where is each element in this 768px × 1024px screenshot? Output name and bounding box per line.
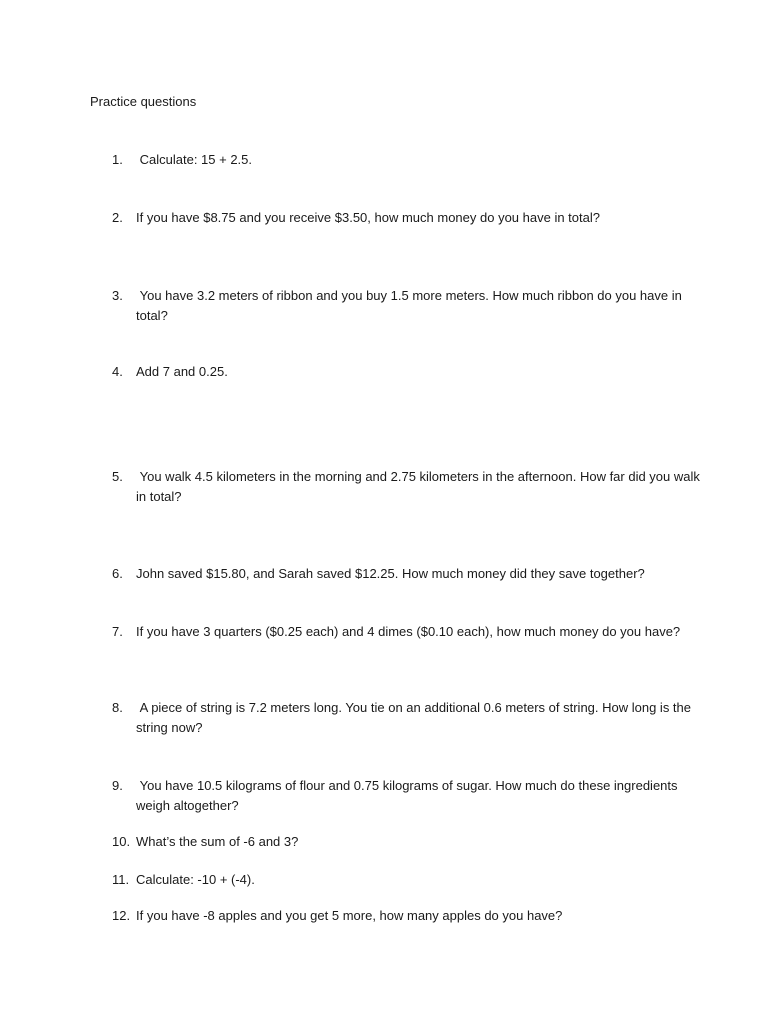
question-number: 3. <box>112 288 123 303</box>
question-item <box>112 698 702 737</box>
question-text: If you have $8.75 and you receive $3.50, how much money do you have in total? <box>136 210 600 225</box>
question-number: 2. <box>112 210 123 225</box>
question-item <box>112 362 702 382</box>
question-number: 7. <box>112 624 123 639</box>
question-text: Add 7 and 0.25. <box>136 364 228 379</box>
question-item <box>112 467 702 506</box>
question-text: You have 3.2 meters of ribbon and you buy 1.5 more meters. How much ribbon do you have in total? <box>136 288 686 323</box>
question-number: 9. <box>112 778 123 793</box>
question-number: 1. <box>112 152 123 167</box>
question-item <box>112 906 702 926</box>
question-number: 11. <box>112 872 130 887</box>
question-item <box>112 564 702 584</box>
question-number: 12. <box>112 908 131 923</box>
question-item <box>112 208 702 228</box>
question-item <box>112 832 702 852</box>
question-number: 8. <box>112 700 123 715</box>
question-text: What’s the sum of -6 and 3? <box>136 834 299 849</box>
question-number: 6. <box>112 566 123 581</box>
question-text: If you have 3 quarters ($0.25 each) and 4 dimes ($0.10 each), how much money do you have? <box>136 624 681 639</box>
question-item <box>112 622 702 642</box>
question-item <box>112 286 702 325</box>
question-text: Calculate: -10 + (-4). <box>136 872 255 887</box>
question-text: A piece of string is 7.2 meters long. You tie on an additional 0.6 meters of string. How long is the string now? <box>136 700 695 735</box>
question-text: If you have -8 apples and you get 5 more, how many apples do you have? <box>136 908 563 923</box>
question-item <box>112 776 702 815</box>
question-text: Calculate: 15 + 2.5. <box>136 152 253 167</box>
question-number: 5. <box>112 469 123 484</box>
question-number: 4. <box>112 364 123 379</box>
question-number: 10. <box>112 834 131 849</box>
question-text: You walk 4.5 kilometers in the morning and 2.75 kilometers in the afternoon. How far did you walk in total? <box>136 469 704 504</box>
question-text: John saved $15.80, and Sarah saved $12.25. How much money did they save together? <box>136 566 645 581</box>
page-title: Practice questions <box>90 94 197 109</box>
question-item <box>112 870 702 890</box>
question-text: You have 10.5 kilograms of flour and 0.75 kilograms of sugar. How much do these ingredients weigh altogether? <box>136 778 682 813</box>
question-item <box>112 150 702 170</box>
